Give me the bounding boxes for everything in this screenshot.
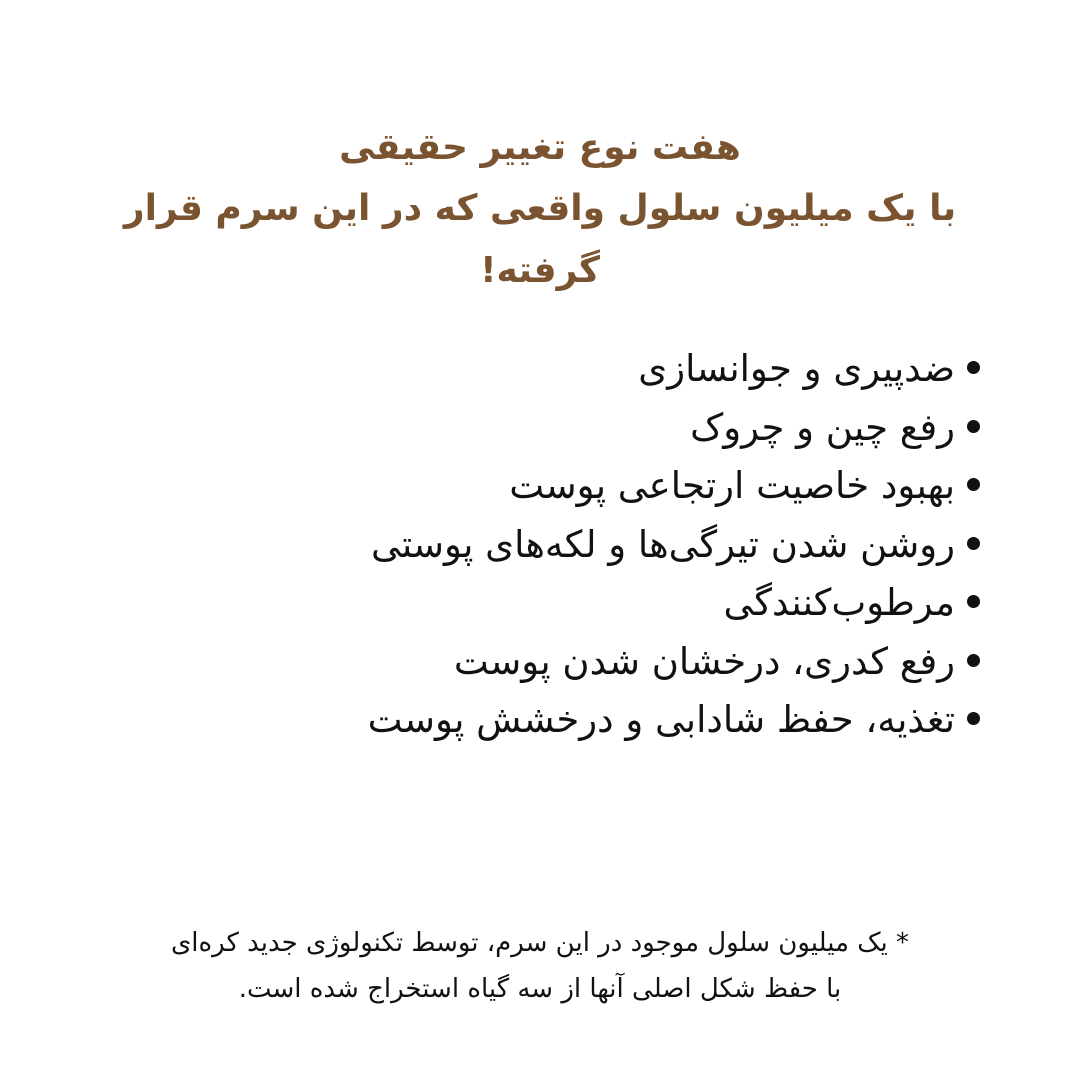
- bullet-icon: [967, 712, 980, 725]
- benefit-text: مرطوب‌کنندگی: [723, 581, 955, 624]
- bullet-icon: [967, 654, 980, 667]
- footnote-line-1: * یک میلیون سلول موجود در این سرم، توسط تکنولوژی جدید کره‌ای: [170, 928, 910, 958]
- benefit-item: [220, 691, 980, 750]
- benefit-item: [220, 633, 980, 692]
- benefit-text: ضدپیری و جوانسازی: [638, 347, 955, 390]
- headline-line-2: با یک میلیون سلول واقعی که در این سرم قرار گرفته!: [123, 188, 957, 291]
- benefit-text: رفع کدری، درخشان شدن پوست: [453, 639, 955, 683]
- benefit-item: [220, 516, 980, 575]
- headline-line-1: هفت نوع تغییر حقیقی: [339, 127, 741, 168]
- benefit-item: [220, 340, 980, 399]
- headline: [60, 118, 1020, 302]
- benefits-list: [220, 340, 980, 750]
- bullet-icon: [967, 361, 980, 374]
- benefit-text: رفع چین و چروک: [690, 405, 955, 449]
- benefit-item: [220, 574, 980, 633]
- benefit-text: بهبود خاصیت ارتجاعی پوست: [509, 464, 955, 507]
- benefit-item: [220, 399, 980, 458]
- bullet-icon: [967, 478, 980, 491]
- footnote-line-2: با حفظ شکل اصلی آنها از سه گیاه استخراج شده است.: [238, 974, 842, 1004]
- benefit-text: روشن شدن تیرگی‌ها و لکه‌های پوستی: [371, 522, 955, 566]
- benefit-text: تغذیه، حفظ شادابی و درخشش پوست: [367, 698, 955, 741]
- bullet-icon: [967, 537, 980, 550]
- bullet-icon: [967, 595, 980, 608]
- footnote: [70, 920, 1010, 1012]
- benefit-item: [220, 457, 980, 516]
- bullet-icon: [967, 420, 980, 433]
